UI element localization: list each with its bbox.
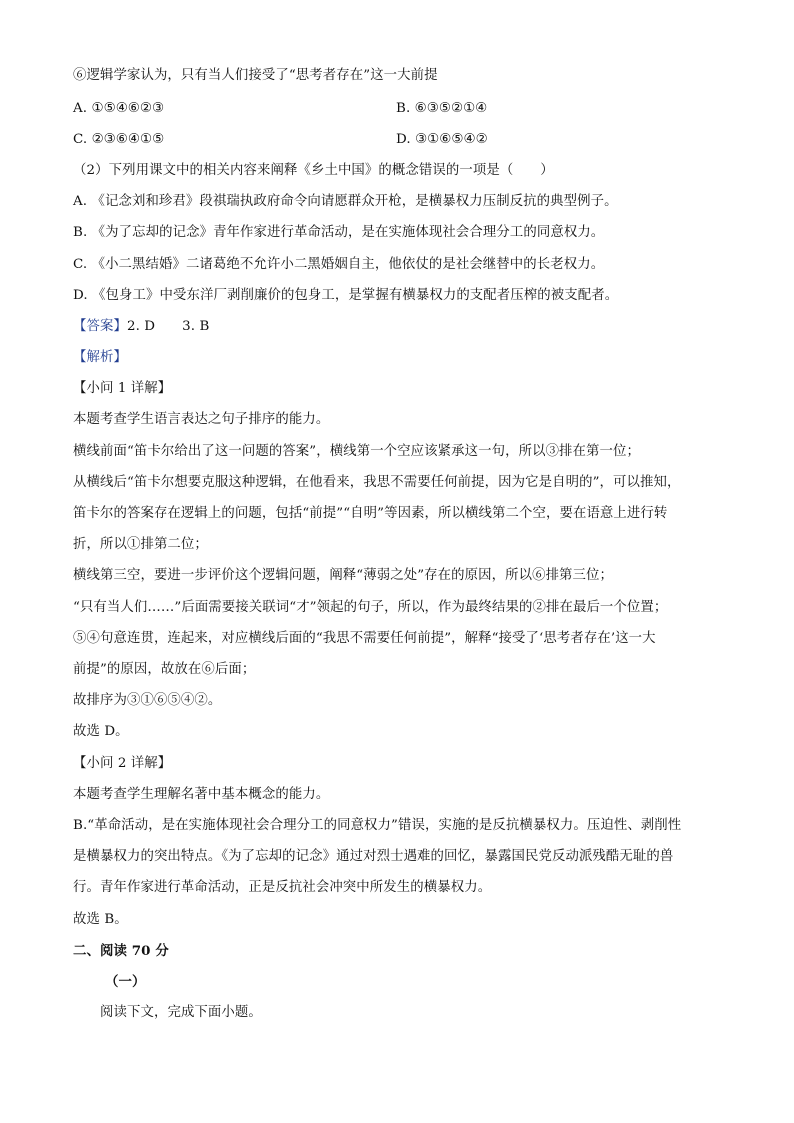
sub1-line: ⑤④句意连贯，连起来，对应横线后面的“我思不需要任何前提”，解释“接受了‘思考者存在’这一大 [73, 631, 656, 646]
option-row-1 [73, 99, 723, 119]
section-subtitle: （一） [105, 974, 146, 990]
sub1-line: 折，所以①排第二位； [73, 537, 208, 552]
sub2-line: B.“革命活动，是在实施体现社会合理分工的同意权力”错误，实施的是反抗横暴权力。压迫性、剥削性 [73, 818, 682, 833]
sub1-line: 故排序为③①⑥⑤④②。 [73, 693, 222, 708]
q2-option-c: C. 《小二黑结婚》二诸葛绝不允许小二黑婚姻自主，他依仗的是社会继替中的长老权力。 [73, 257, 605, 272]
option-b: B. ⑥③⑤②①④ [396, 101, 488, 116]
sub2-line: 行。青年作家进行革命活动，正是反抗社会冲突中所发生的横暴权力。 [73, 880, 492, 895]
q2-option-b: B. 《为了忘却的记念》青年作家进行革命活动，是在实施体现社会合理分工的同意权力。 [73, 225, 605, 240]
answer-text: 2. D 3. B [126, 319, 210, 334]
option-d: D. ③①⑥⑤④② [396, 132, 488, 147]
sub2-line: 本题考查学生理解名著中基本概念的能力。 [73, 787, 330, 802]
answer-tag: 【答案】 [73, 319, 127, 334]
sub2-line: 是横暴权力的突出特点。《为了忘却的记念》通过对烈士遇难的回忆，暴露国民党反动派残酷无耻的兽 [73, 849, 674, 864]
section-title: 二、阅读 70 分 [73, 943, 169, 959]
q2-option-d: D. 《包身工》中受东洋厂剥削廉价的包身工，是掌握有横暴权力的支配者压榨的被支配者。 [73, 288, 619, 303]
section-instruction: 阅读下文，完成下面小题。 [100, 1005, 262, 1020]
sub1-line: 前提”的原因，故放在⑥后面； [73, 662, 256, 677]
sub1-line: 横线第三空，要进一步评价这个逻辑问题，阐释“薄弱之处”存在的原因，所以⑥排第三位； [73, 568, 614, 583]
sub1-line: 从横线后“笛卡尔想要克服这种逻辑，在他看来，我思不需要任何前提，因为它是自明的”，可以推知， [73, 475, 681, 490]
option-row-2 [73, 130, 723, 150]
option-a: A. ①⑤④⑥②③ [73, 101, 165, 116]
q2-option-a: A. 《记念刘和珍君》段祺瑞执政府命令向请愿群众开枪，是横暴权力压制反抗的典型例子。 [73, 194, 618, 209]
sub2-line: 故选 B。 [73, 912, 128, 927]
sub1-line: “只有当人们……”后面需要接关联词“才”领起的句子，所以，作为最终结果的②排在最后一个位置； [73, 600, 668, 615]
sub2-title: 【小问 2 详解】 [73, 756, 172, 771]
answer-line [73, 317, 209, 337]
q2-stem: （2）下列用课文中的相关内容来阐释《乡土中国》的概念错误的一项是（ ） [73, 163, 554, 178]
question-intro: ⑥逻辑学家认为，只有当人们接受了“思考者存在”这一大前提 [73, 68, 438, 83]
sub1-line: 笛卡尔的答案存在逻辑上的问题，包括“前提”“自明”等因素，所以横线第二个空，要在语意上进行转 [73, 506, 668, 521]
sub1-line: 故选 D。 [73, 724, 129, 739]
sub1-line: 本题考查学生语言表达之句子排序的能力。 [73, 412, 330, 427]
sub1-title: 【小问 1 详解】 [73, 381, 172, 396]
analysis-tag: 【解析】 [73, 350, 127, 365]
option-c: C. ②③⑥④①⑤ [73, 132, 165, 147]
sub1-line: 横线前面“笛卡尔给出了这一问题的答案”，横线第一个空应该紧承这一句，所以③排在第一位； [73, 444, 641, 459]
